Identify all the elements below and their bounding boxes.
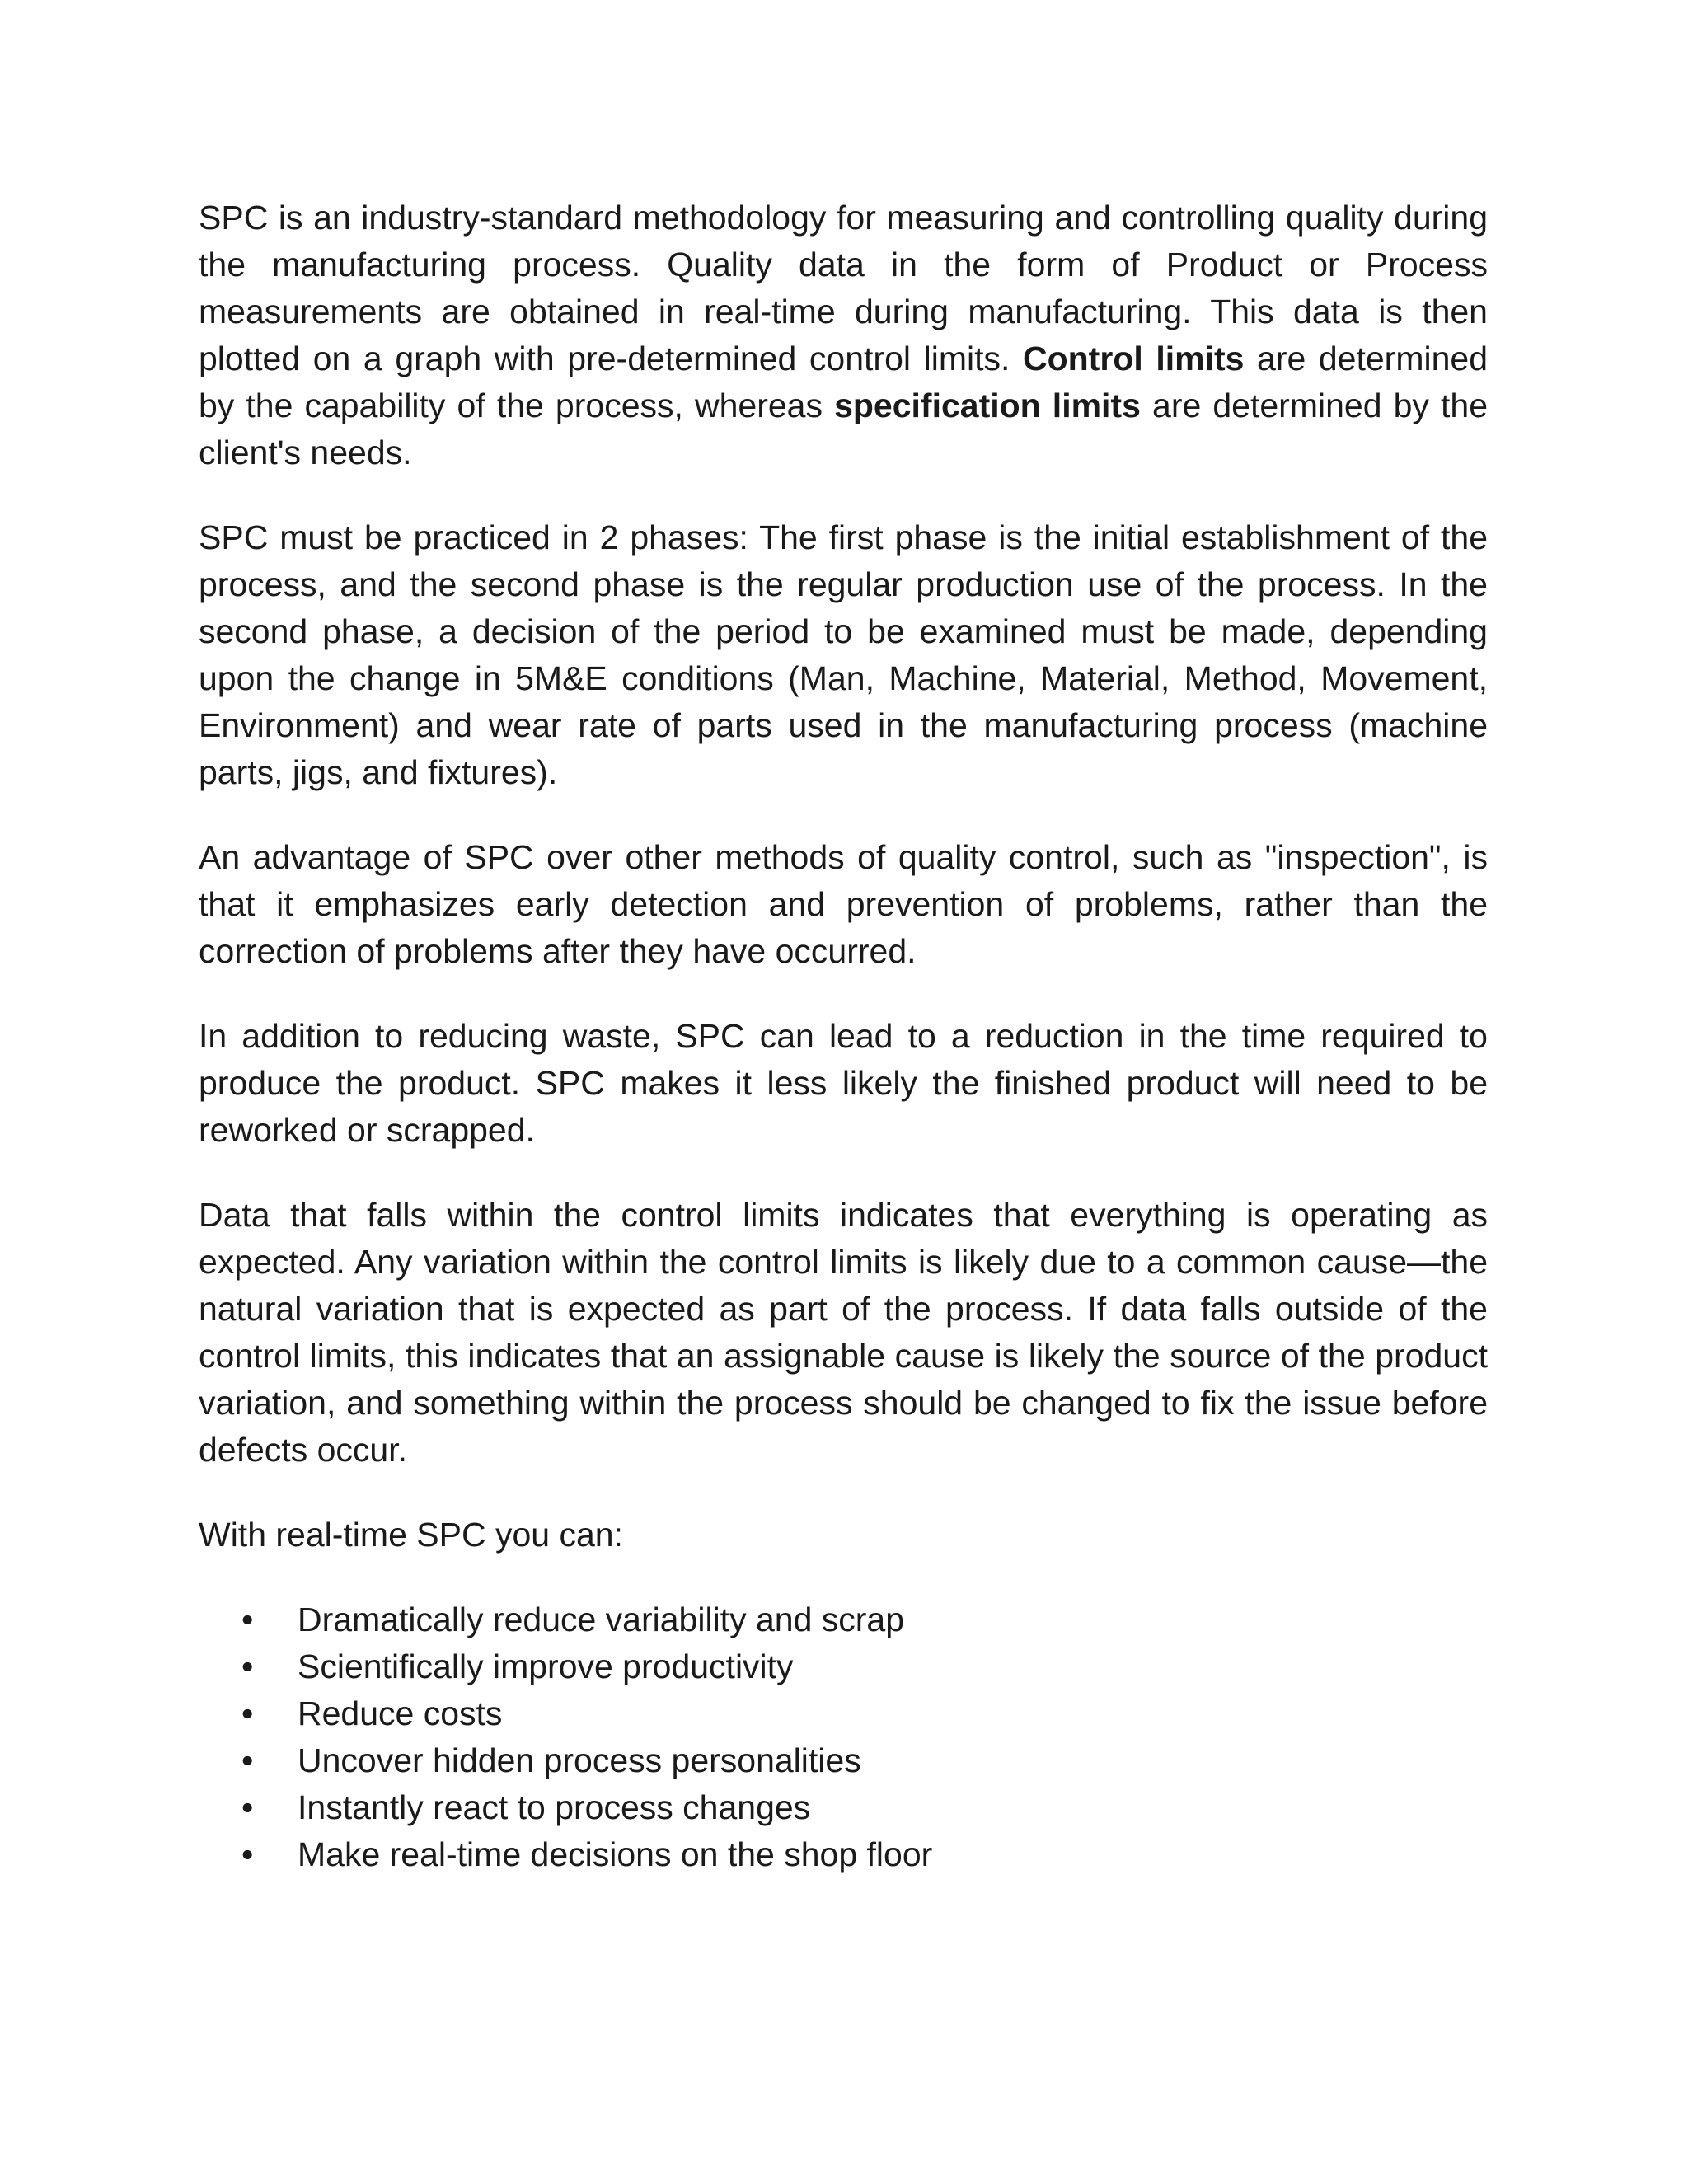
list-item-text: Uncover hidden process personalities [298,1741,861,1779]
list-item [199,1690,1488,1737]
paragraph-spc-phases: SPC must be practiced in 2 phases: The first phase is the initial establishment of the process, and the second phase is the regular production use of the process. In the second phase, a decision of the period to be examined must be made, depending upon the change in 5M&E conditions (Man, Machine, Material, Method, Movement, Environment) and wear rate of parts used in the manufacturing process (machine parts, jigs, and fixtures). [199,518,1488,791]
paragraph-text: SPC is an industry-standard methodology for measuring and controlling quality during the manufacturing process. Quality data in the form of Product or Process measurements are obtained in real-time during manufacturing. This data is then plotted on a graph with pre-determined control limits. [199,199,1488,377]
bullet-icon: • [241,1741,254,1779]
paragraph-spc-intro [199,194,1488,476]
bold-term-control-limits: Control limits [1022,340,1245,377]
bullet-icon: • [241,1788,254,1826]
bullet-icon: • [241,1694,254,1732]
paragraph-text: are determined by the capability of the process, whereas [199,340,1488,424]
bullet-icon: • [241,1601,254,1638]
list-item [199,1596,1488,1643]
list-item-text: Make real-time decisions on the shop floor [298,1835,933,1873]
bold-term-specification-limits: specification limits [834,387,1141,424]
document-page [199,194,1488,1878]
bullet-icon: • [241,1835,254,1873]
benefits-list [199,1596,1488,1878]
list-item [199,1831,1488,1878]
paragraph-text: are determined by the client's needs. [199,387,1489,471]
list-item [199,1737,1488,1784]
list-item-text: Dramatically reduce variability and scrap [298,1601,905,1638]
list-item-text: Reduce costs [298,1694,503,1732]
list-item-text: Scientifically improve productivity [298,1647,794,1685]
paragraph-control-limits-variation: Data that falls within the control limits indicates that everything is operating as expected. Any variation within the control limits is likely due to a common cause—the natural variation that is expected as part of the process. If data falls outside of the control limits, this indicates that an assignable cause is likely the source of the product variation, and something within the process should be changed to fix the issue before defects occur. [199,1196,1488,1469]
paragraph-spc-advantage: An advantage of SPC over other methods of quality control, such as "inspection", is that it emphasizes early detection and prevention of problems, rather than the correction of problems after they have occurred. [199,838,1488,970]
list-item-text: Instantly react to process changes [298,1788,811,1826]
paragraph-list-intro: With real-time SPC you can: [199,1516,623,1554]
paragraph-waste-reduction: In addition to reducing waste, SPC can lead to a reduction in the time required to produce the product. SPC makes it less likely the finished product will need to be reworked or scrapped. [199,1017,1488,1149]
list-item [199,1643,1488,1690]
list-item [199,1784,1488,1831]
bullet-icon: • [241,1647,254,1685]
